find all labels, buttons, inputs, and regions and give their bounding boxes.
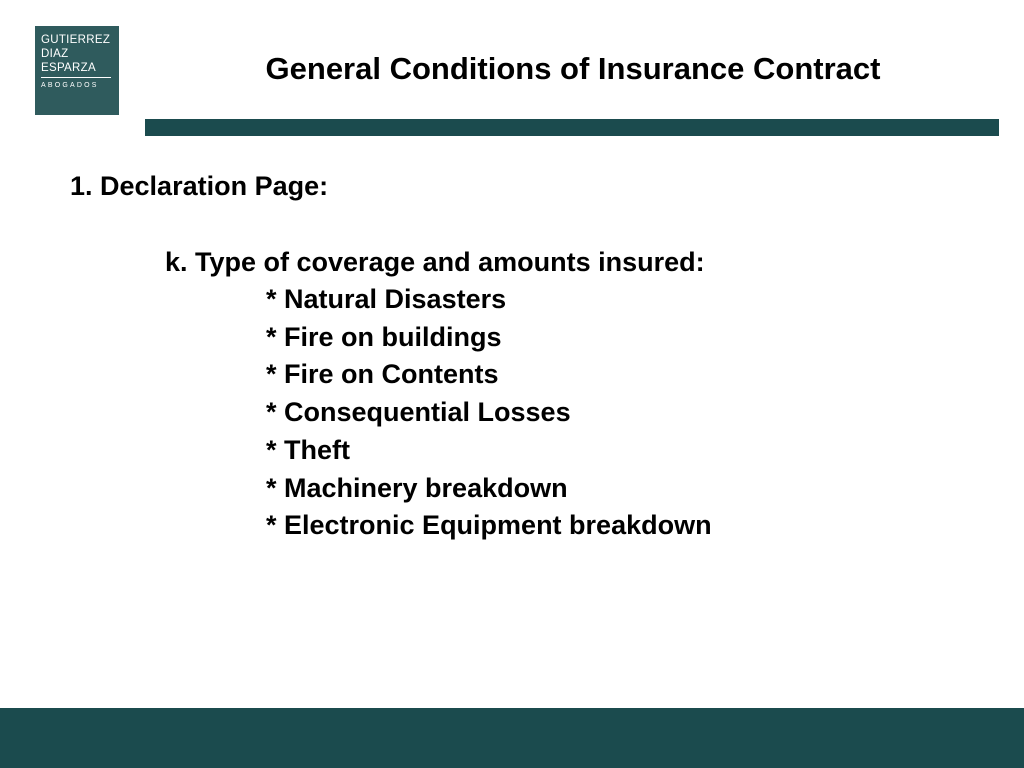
logo-divider xyxy=(41,77,111,78)
coverage-item-electronic-equipment: * Electronic Equipment breakdown xyxy=(266,510,712,541)
title-underline-bar xyxy=(145,119,999,136)
logo-line-2: DIAZ xyxy=(41,48,69,60)
section-subheading: k. Type of coverage and amounts insured: xyxy=(165,247,705,277)
slide-title: General Conditions of Insurance Contract xyxy=(265,51,881,86)
company-logo xyxy=(35,26,119,115)
coverage-item-consequential-losses: * Consequential Losses xyxy=(266,397,571,428)
logo-subtitle: ABOGADOS xyxy=(41,82,99,89)
logo-line-1: GUTIERREZ xyxy=(41,34,111,46)
coverage-list xyxy=(266,281,712,545)
coverage-item-fire-contents: * Fire on Contents xyxy=(266,359,499,390)
coverage-item-theft: * Theft xyxy=(266,434,350,465)
coverage-item-machinery-breakdown: * Machinery breakdown xyxy=(266,472,568,503)
coverage-item-natural-disasters: * Natural Disasters xyxy=(266,284,507,314)
logo-line-3: ESPARZA xyxy=(41,62,96,74)
section-heading: 1. Declaration Page: xyxy=(70,171,329,201)
coverage-item-fire-buildings: * Fire on buildings xyxy=(266,321,502,352)
footer-bar xyxy=(0,708,1024,768)
